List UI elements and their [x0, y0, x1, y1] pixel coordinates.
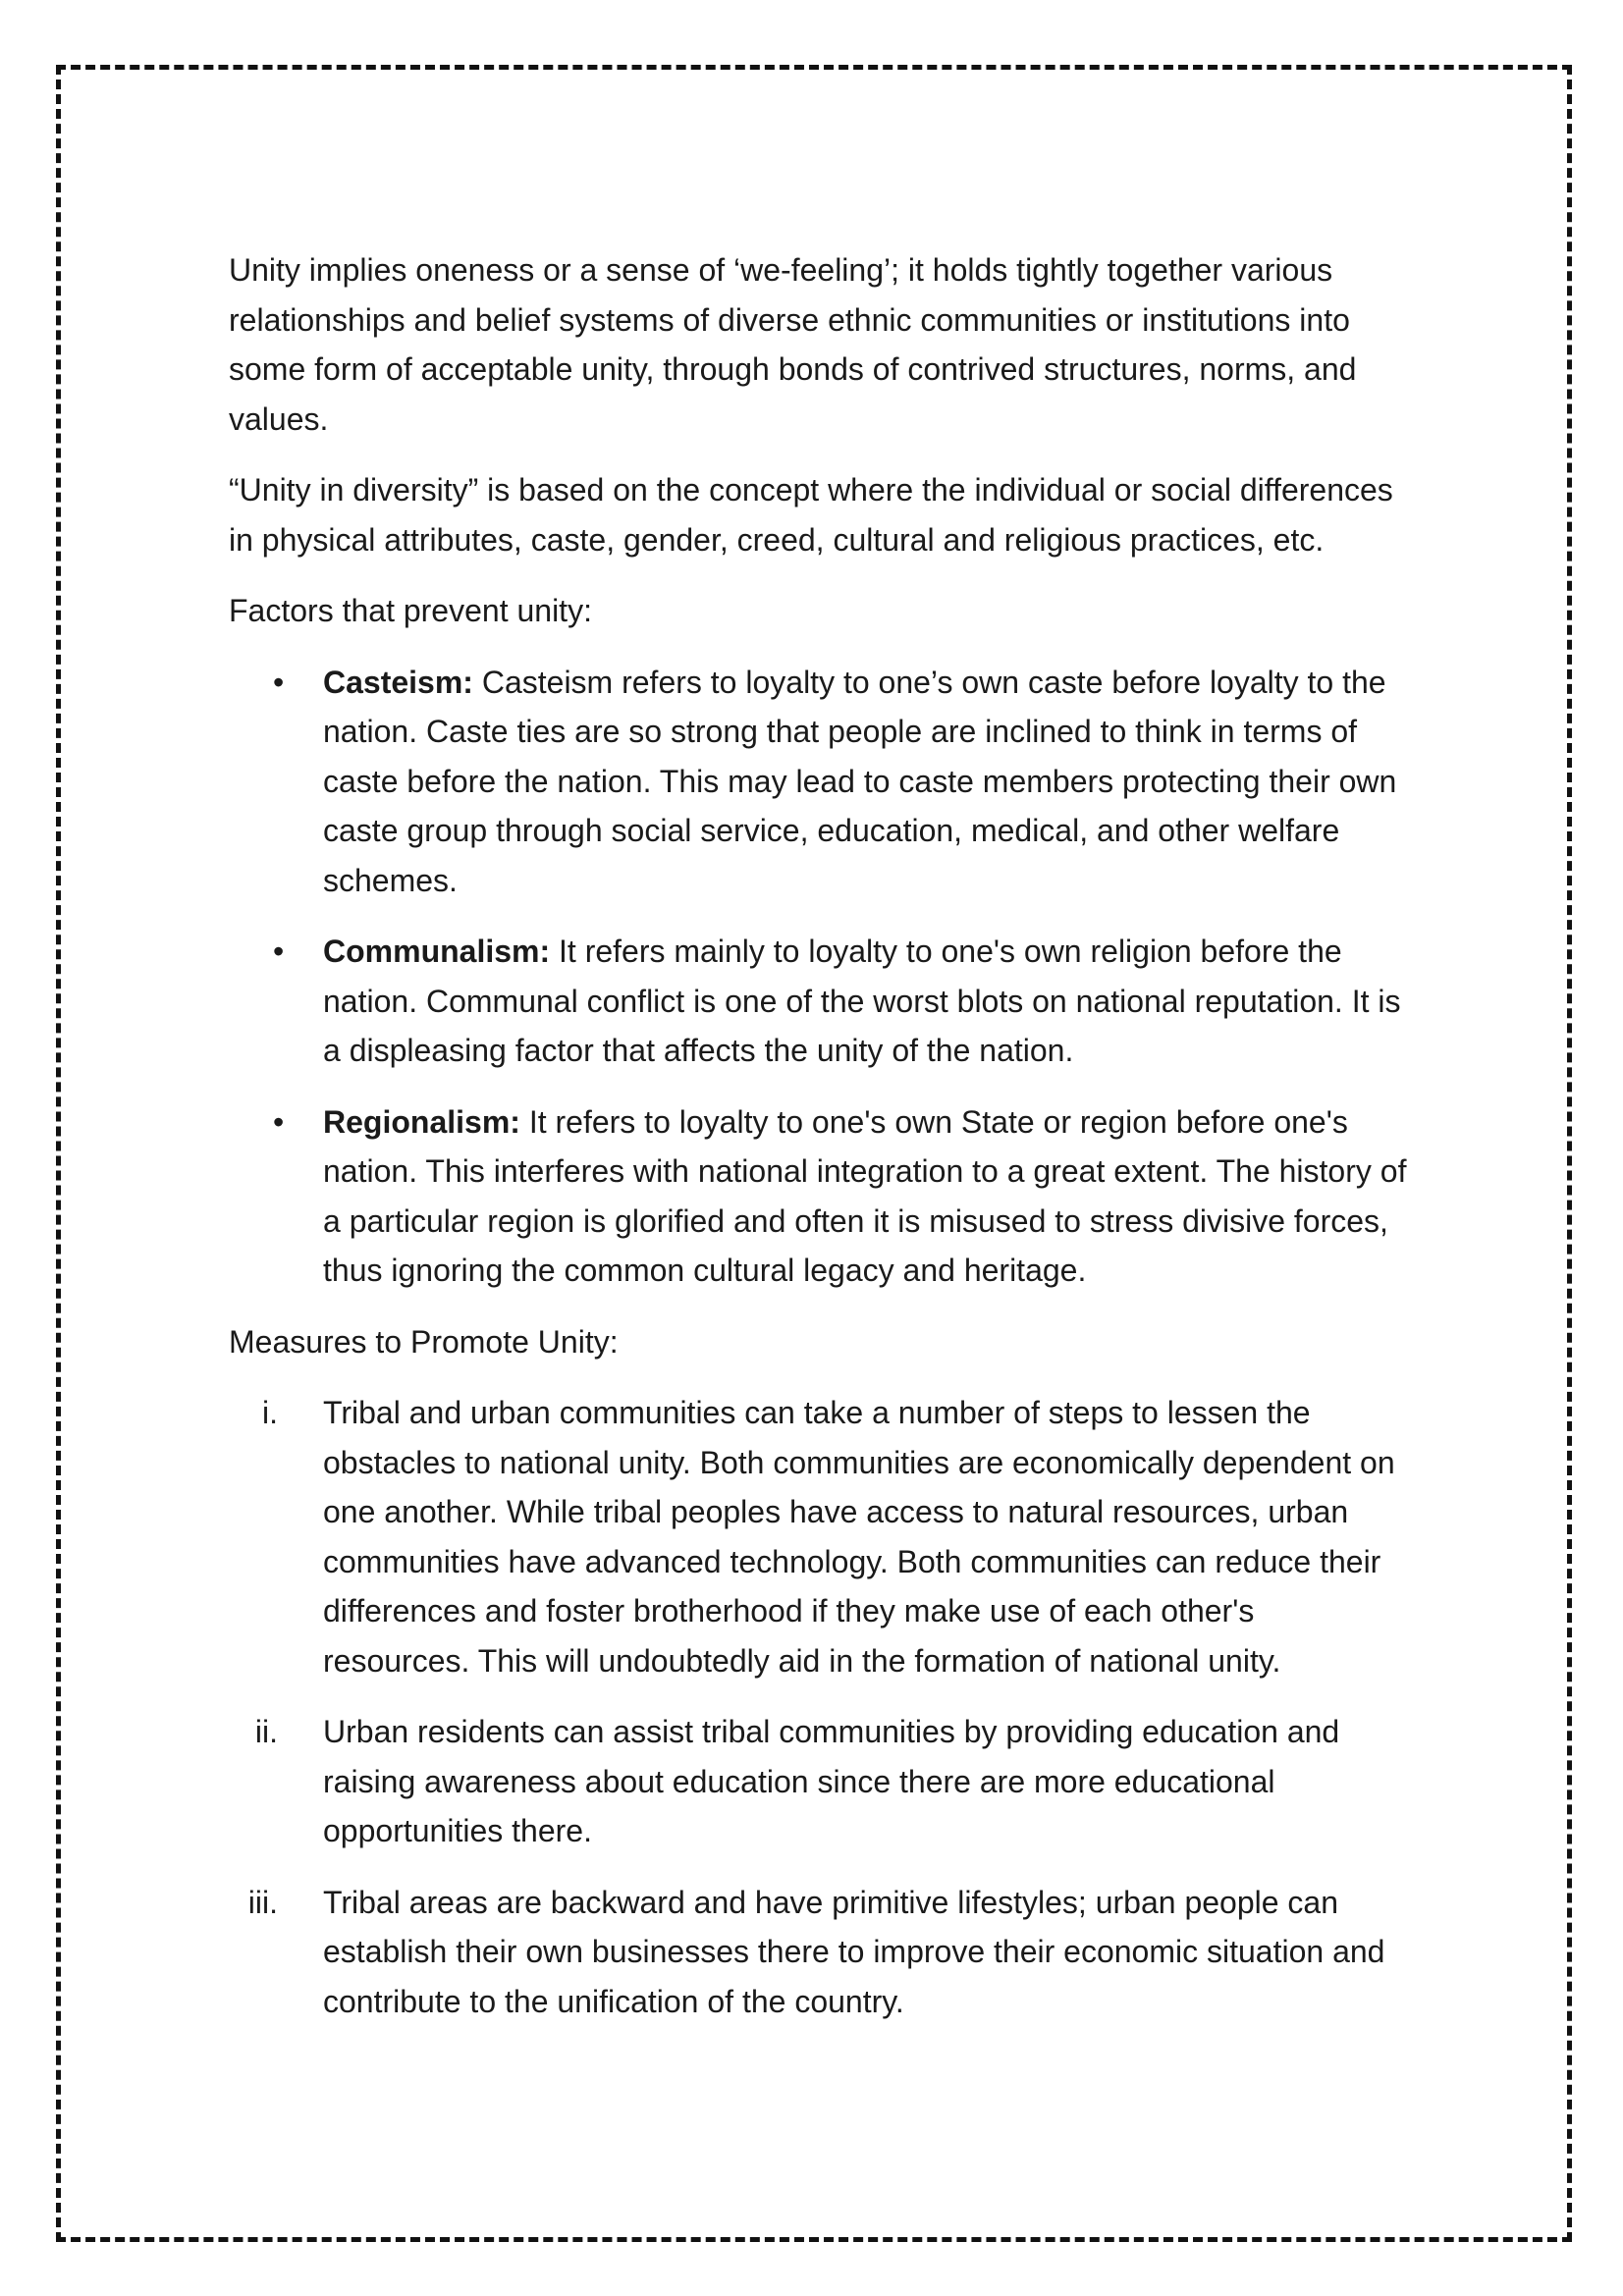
bullet-icon: • [273, 664, 285, 700]
measures-list [229, 1388, 1407, 2026]
roman-numeral: ii. [254, 1714, 278, 1749]
measure-text: Tribal areas are backward and have primitive lifestyles; urban people can establish their own businesses there to improve their economic situation and contribute to the unification of the country. [323, 1884, 1385, 2019]
factor-text: It refers to loyalty to one's own State or region before one's nation. This interferes with national integration to a great extent. The history of a particular region is glorified and often it is misused to stress divisive forces, thus ignoring the common cultural legacy and heritage. [323, 1103, 1407, 1288]
factor-text: It refers mainly to loyalty to one's own religion before the nation. Communal conflict is one of the worst blots on national reputation. It is a displeasing factor that affects the unity of the nation. [323, 934, 1401, 1068]
factors-list [229, 658, 1407, 1296]
measure-text: Urban residents can assist tribal communities by providing education and raising awareness about education since there are more educational opportunities there. [323, 1714, 1340, 1848]
bullet-icon: • [273, 934, 285, 969]
list-item [229, 658, 1407, 906]
list-item [229, 1097, 1407, 1296]
measure-text: Tribal and urban communities can take a number of steps to lessen the obstacles to national unity. Both communities are economically dependent on one another. While tribal peoples have access to natural resources, urban communities have advanced technology. Both communities can reduce their differences and foster brotherhood if they make use of each other's resources. This will undoubtedly aid in the formation of national unity. [323, 1395, 1395, 1679]
list-item [229, 1707, 1407, 1856]
list-item [229, 927, 1407, 1076]
intro-paragraph: Unity implies oneness or a sense of ‘we-feeling’; it holds tightly together various relationships and belief systems of diverse ethnic communities or institutions into some form of acceptable unity, through bonds of contrived structures, norms, and values. [229, 252, 1357, 437]
roman-numeral: iii. [247, 1884, 278, 1920]
list-item [229, 1388, 1407, 1685]
factor-term: Communalism: [323, 934, 551, 969]
list-item [229, 1878, 1407, 2027]
factor-term: Regionalism: [323, 1103, 520, 1140]
factors-heading: Factors that prevent unity: [229, 593, 592, 628]
document-body [229, 245, 1407, 2048]
measures-heading: Measures to Promote Unity: [229, 1323, 619, 1360]
bullet-icon: • [273, 1103, 285, 1140]
roman-numeral: i. [262, 1395, 278, 1430]
factor-text: Casteism refers to loyalty to one’s own caste before loyalty to the nation. Caste ties are so strong that people are inclined to think in terms of caste before the nation. This may lead to caste members protecting their own caste group through social service, education, medical, and other welfare schemes. [323, 664, 1397, 898]
unity-in-diversity-paragraph: “Unity in diversity” is based on the concept where the individual or social differences in physical attributes, caste, gender, creed, cultural and religious practices, etc. [229, 472, 1393, 558]
factor-term: Casteism: [323, 664, 473, 700]
